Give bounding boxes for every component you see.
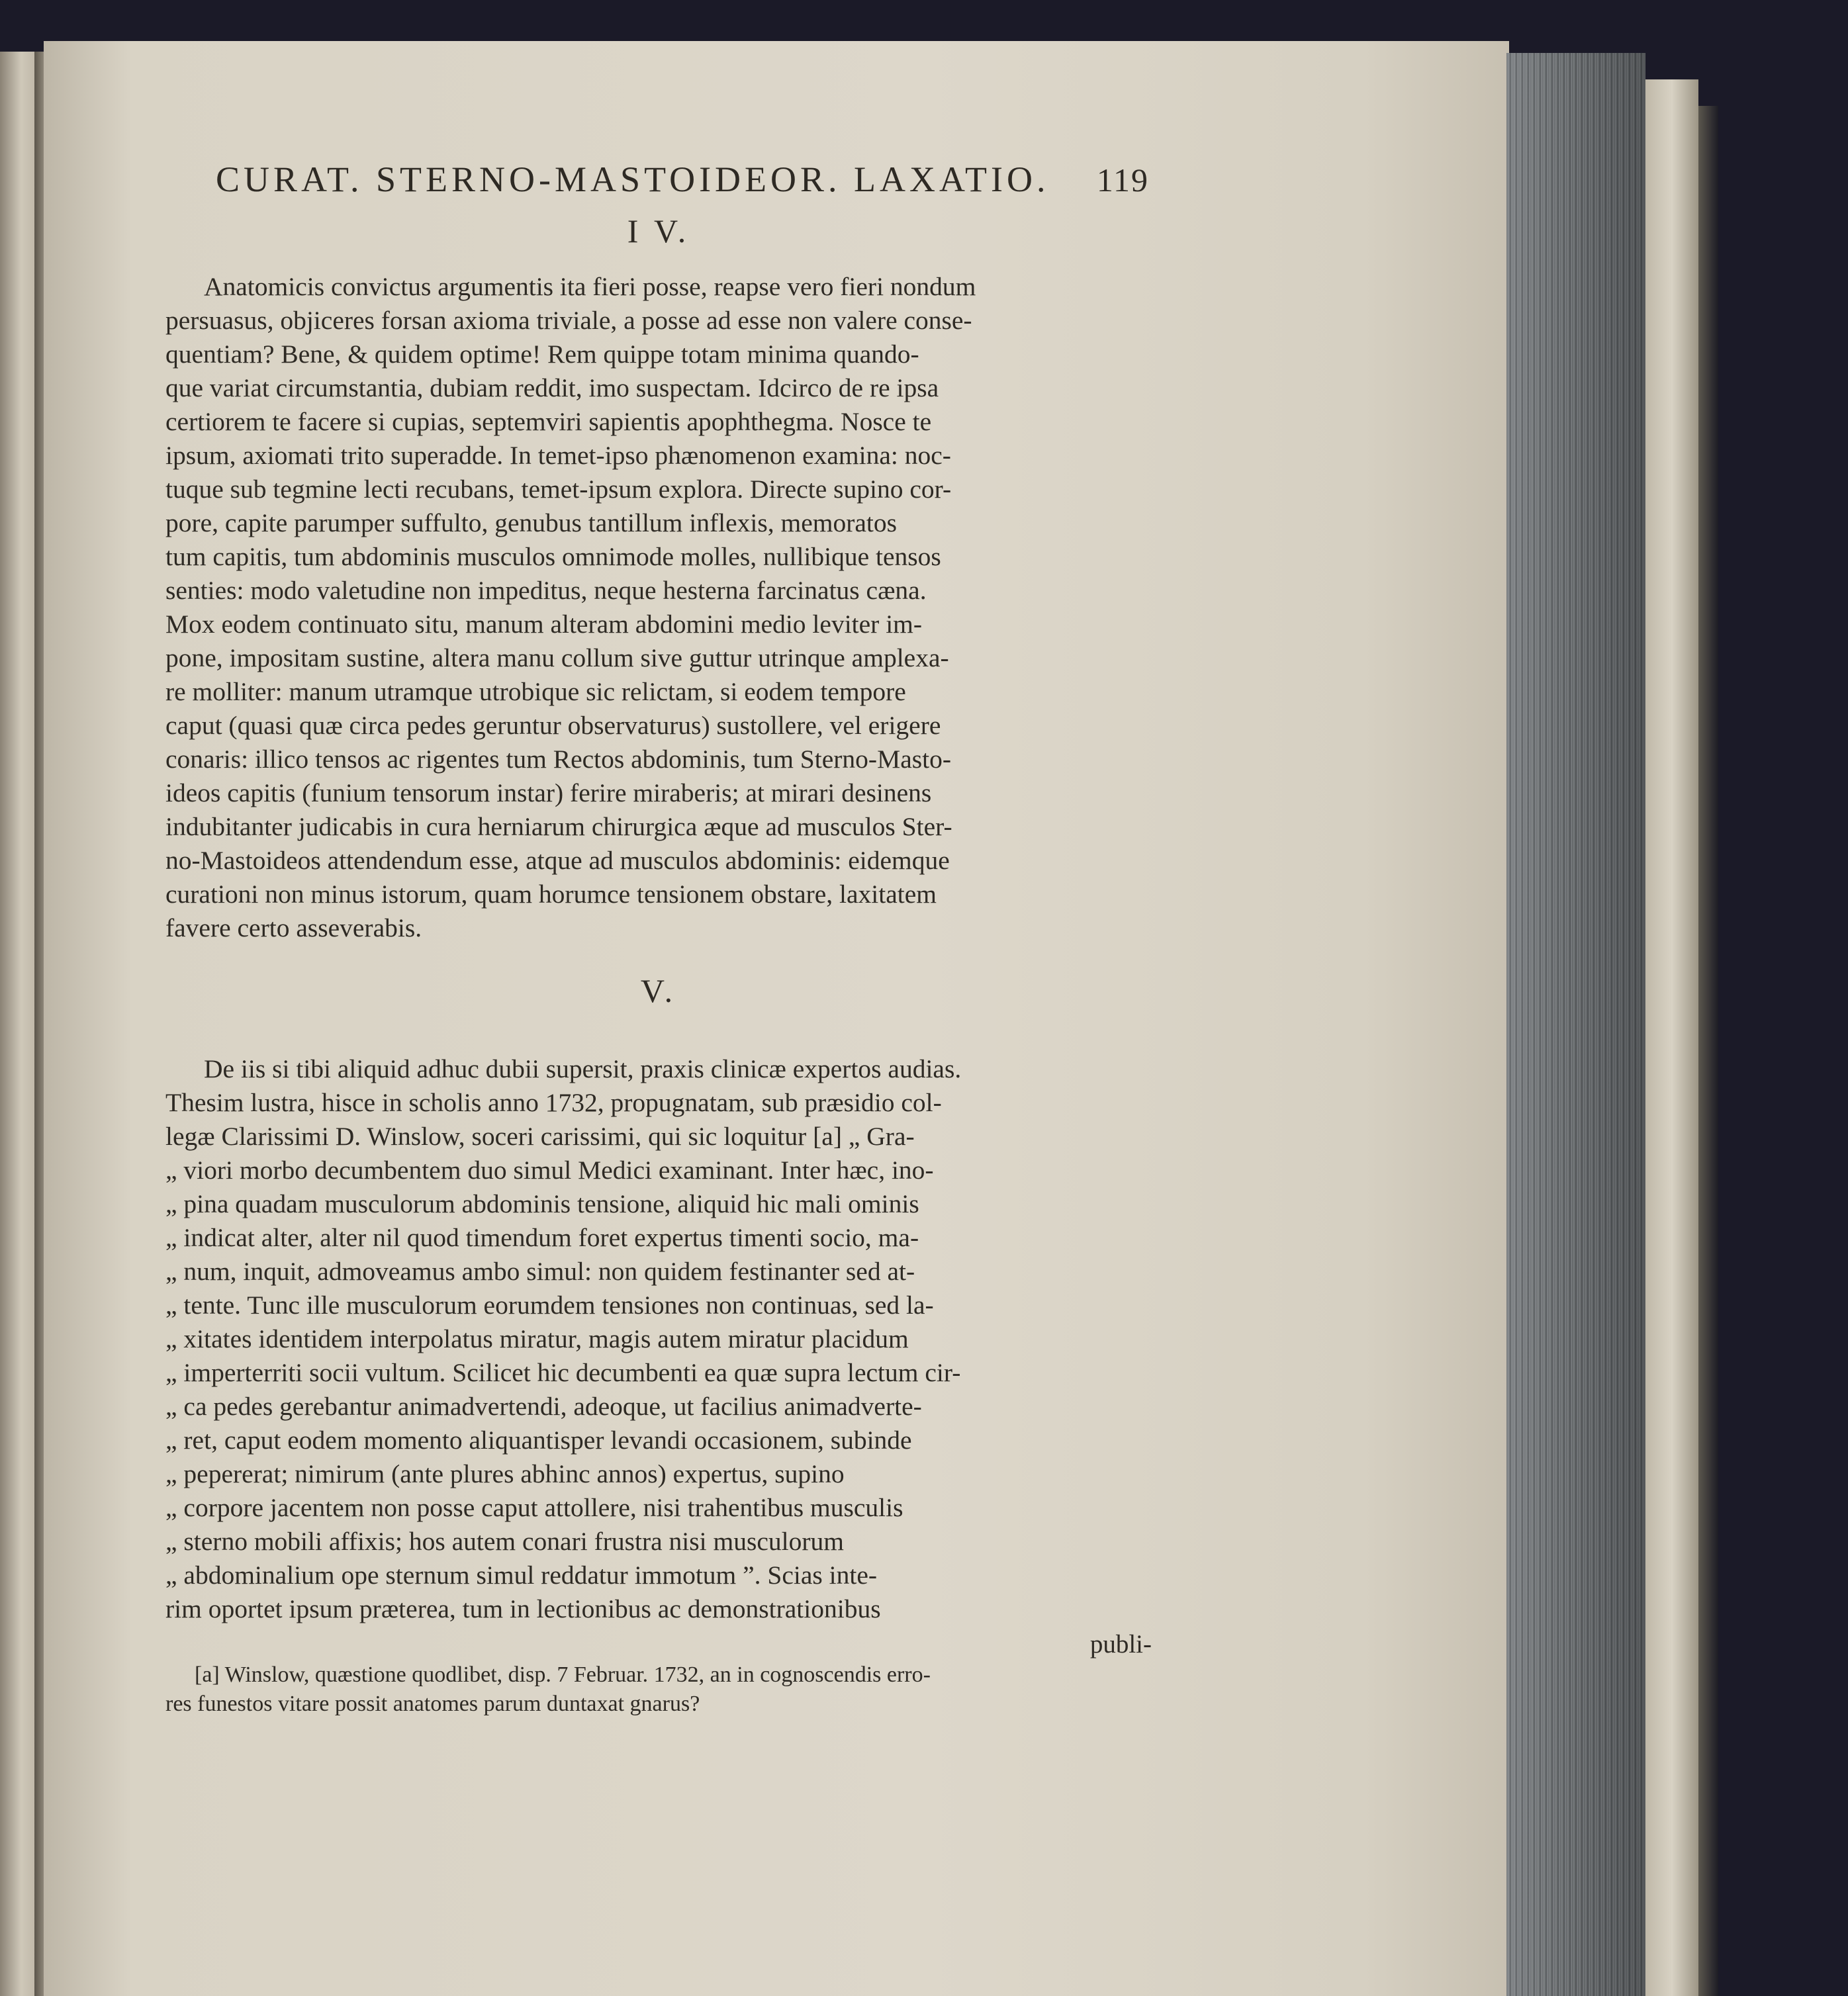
text-line: legæ Clarissimi D. Winslow, soceri carissimi, qui sic loquitur [a] „ Gra- (165, 1122, 915, 1151)
page-number: 119 (1096, 161, 1149, 199)
text-line: „ imperterriti socii vultum. Scilicet hic decumbenti ea quæ supra lectum cir- (165, 1358, 961, 1387)
text-line: De iis si tibi aliquid adhuc dubii supersit, praxis clinicæ expertos audias. (204, 1054, 962, 1083)
text-line: indubitanter judicabis in cura herniarum chirurgica æque ad musculos Ster- (165, 812, 952, 841)
text-line: ipsum, axiomati trito superadde. In temet-ipso phænomenon examina: noc- (165, 441, 951, 470)
paragraph-iv (165, 270, 1152, 945)
text-line: favere certo asseverabis. (165, 913, 422, 942)
running-head (216, 159, 1149, 200)
section-heading-v: V. (640, 972, 677, 1009)
text-line: tuque sub tegmine lecti recubans, temet-ipsum explora. Directe supino cor- (165, 475, 952, 504)
text-line: „ ca pedes gerebantur animadvertendi, adeoque, ut facilius animadverte- (165, 1392, 922, 1421)
text-line: quentiam? Bene, & quidem optime! Rem quippe totam minima quando- (165, 340, 919, 369)
text-line: conaris: illico tensos ac rigentes tum Rectos abdominis, tum Sterno-Masto- (165, 745, 951, 774)
left-page-edge (0, 52, 38, 1996)
text-line: pone, impositam sustine, altera manu collum sive guttur utrinque amplexa- (165, 643, 949, 672)
text-line: rim oportet ipsum præterea, tum in lectionibus ac demonstrationibus (165, 1594, 881, 1623)
section-heading-iv: I V. (627, 212, 690, 250)
text-line: senties: modo valetudine non impeditus, neque hesterna farcinatus cæna. (165, 576, 927, 605)
text-line: persuasus, objiceres forsan axioma triviale, a posse ad esse non valere conse- (165, 306, 972, 335)
catchword: publi- (1089, 1630, 1152, 1658)
page-content (165, 159, 1152, 1719)
text-line: Mox eodem continuato situ, manum alteram abdomini medio leviter im- (165, 610, 923, 639)
text-line: „ ret, caput eodem momento aliquantisper levandi occasionem, subinde (165, 1426, 912, 1455)
text-line: „ indicat alter, alter nil quod timendum foret expertus timenti socio, ma- (165, 1223, 919, 1252)
text-line: re molliter: manum utramque utrobique sic relictam, si eodem tempore (165, 677, 906, 706)
text-line: caput (quasi quæ circa pedes geruntur observaturus) sustollere, vel erigere (165, 711, 941, 740)
text-line: pore, capite parumper suffulto, genubus tantillum inflexis, memoratos (165, 508, 898, 537)
text-line: „ sterno mobili affixis; hos autem conari frustra nisi musculorum (165, 1527, 844, 1556)
text-line: „ viori morbo decumbentem duo simul Medici examinant. Inter hæc, ino- (165, 1156, 934, 1185)
text-line: Thesim lustra, hisce in scholis anno 1732, propugnatam, sub præsidio col- (165, 1088, 942, 1117)
footnote (165, 1660, 1152, 1719)
book-cover-edge (1645, 79, 1698, 1996)
text-line: curationi non minus istorum, quam horumce tensionem obstare, laxitatem (165, 880, 937, 909)
text-line: „ corpore jacentem non posse caput attollere, nisi trahentibus musculis (165, 1493, 903, 1522)
text-line: certiorem te facere si cupias, septemviri sapientis apophthegma. Nosce te (165, 407, 932, 436)
text-line: „ abdominalium ope sternum simul reddatur immotum ”. Scias inte- (165, 1561, 878, 1590)
text-line: que variat circumstantia, dubiam reddit, imo suspectam. Idcirco de re ipsa (165, 373, 939, 402)
text-line: „ num, inquit, admoveamus ambo simul: non quidem festinanter sed at- (165, 1257, 915, 1286)
text-line: „ pina quadam musculorum abdominis tensione, aliquid hic mali ominis (165, 1189, 919, 1218)
cover-shadow (1698, 106, 1718, 1996)
text-line: „ pepererat; nimirum (ante plures abhinc annos) expertus, supino (165, 1459, 845, 1488)
running-head-title: CURAT. STERNO-MASTOIDEOR. LAXATIO. (216, 159, 1050, 199)
text-line: Anatomicis convictus argumentis ita fieri posse, reapse vero fieri nondum (204, 272, 976, 301)
footnote-line: res funestos vitare possit anatomes parum duntaxat gnarus? (165, 1692, 700, 1716)
text-line: tum capitis, tum abdominis musculos omnimode molles, nullibique tensos (165, 542, 941, 571)
text-line: „ tente. Tunc ille musculorum eorumdem tensiones non continuas, sed la- (165, 1291, 934, 1320)
text-line: „ xitates identidem interpolatus miratur, magis autem miratur placidum (165, 1324, 909, 1353)
footnote-line: [a] Winslow, quæstione quodlibet, disp. 7 Februar. 1732, an in cognoscendis erro- (195, 1662, 931, 1687)
text-line: no-Mastoideos attendendum esse, atque ad musculos abdominis: eidemque (165, 846, 950, 875)
paragraph-v (165, 1052, 1152, 1626)
text-line: ideos capitis (funium tensorum instar) ferire miraberis; at mirari desinens (165, 778, 932, 807)
